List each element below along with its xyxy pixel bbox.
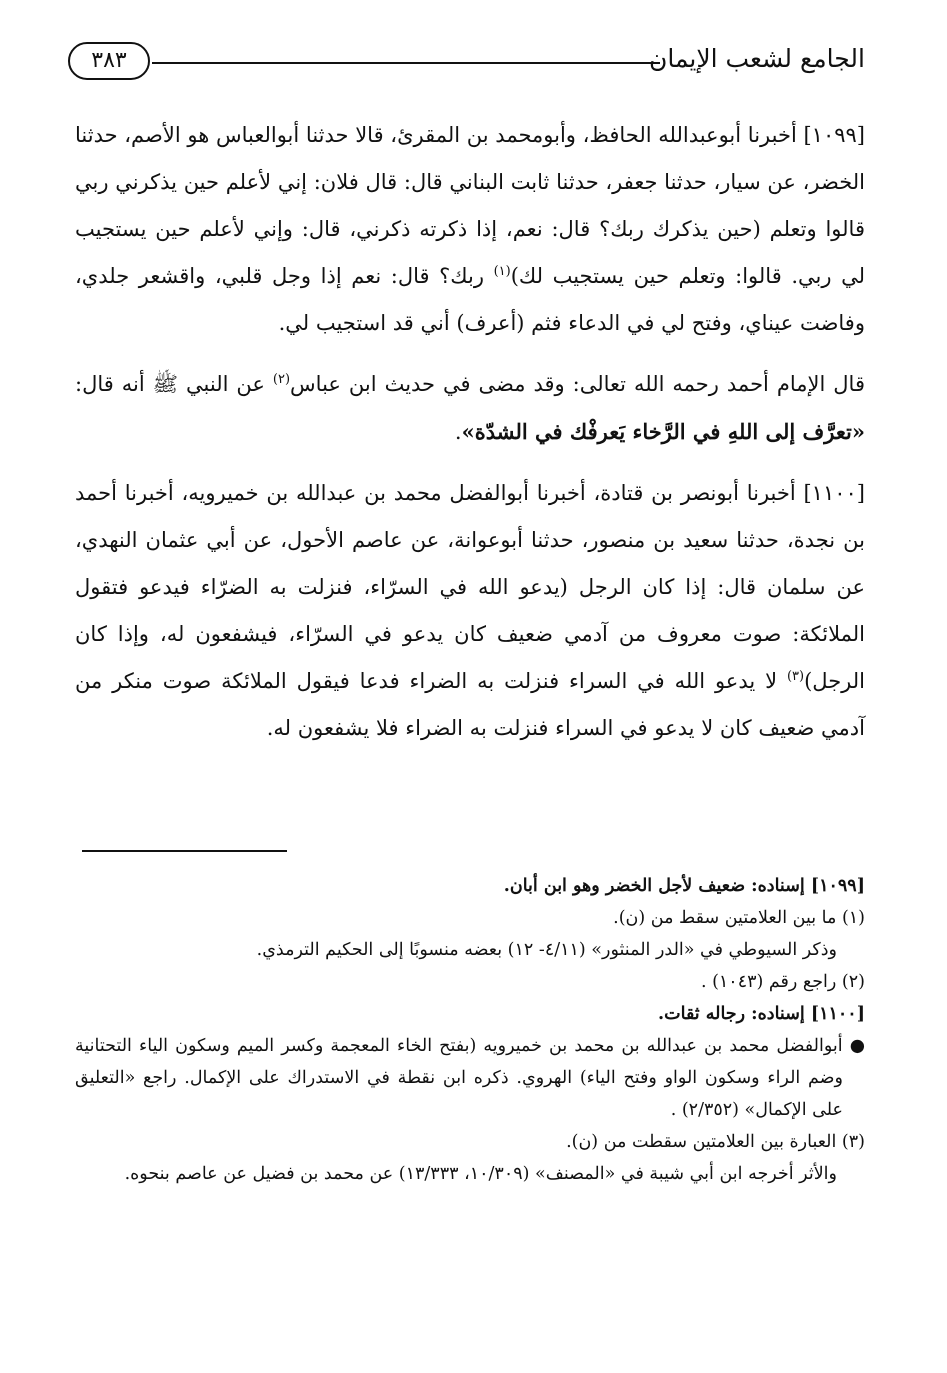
narration-1100-continuation: لا يدعو الله في السراء فنزلت به الضراء فدعا فيقول الملائكة صوت منكر من آدمي ضعيف كان لا يدعو في السراء فنزلت به الضراء فلا يشفعون له. [75,669,865,740]
footnote-3: (٣) العبارة بين العلامتين سقطت من (ن). [566,1132,865,1152]
footnote-ref-2: (٢) [272,372,291,387]
footnote-ref-1: (١) [493,264,511,279]
hadith-quote: «تعرَّف إلى اللهِ في الرَّخاء يَعرفْك في الشدّة» [461,419,865,444]
page-header [68,40,865,84]
footnote-3-continuation: والأثر أخرجه ابن أبي شيبة في «المصنف» (١٠/٣٠٩، ١٣/٣٣٣) عن محمد بن فضيل عن عاصم بنحوه. [124,1164,837,1184]
narration-1099 [75,112,865,347]
narration-1100-text: [١١٠٠] أخبرنا أبونصر بن قتادة، أخبرنا أبوالفضل محمد بن عبدالله بن خميرويه، أخبرنا أحمد بن نجدة، حدثنا سعيد بن منصور، حدثنا أبوعوانة، عن عاصم الأحول، عن أبي عثمان النهدي، عن سلمان قال: إذا كان الرجل (يدعو الله في السرّاء، فنزلت به الضرّاء فيدعو فتقول الملائكة: صوت معروف من آدمي ضعيف كان يدعو في السرّاء، فيشفعون له، وإذا كان الرجل) [75,481,865,693]
imam-comment [75,361,865,456]
header-rule [152,62,660,64]
footnotes [75,870,865,1190]
imam-comment-text: قال الإمام أحمد رحمه الله تعالى: وقد مضى في حديث ابن عباس [290,372,865,396]
footnote-1-continuation: وذكر السيوطي في «الدر المنثور» (٤/١١- ١٢) بعضه منسوبًا إلى الحكيم الترمذي. [256,940,837,960]
narration-1099-text: [١٠٩٩] أخبرنا أبوعبدالله الحافظ، وأبومحمد بن المقرئ، قالا حدثنا أبوالعباس هو الأصم، حدثنا الخضر، عن سيار، حدثنا جعفر، حدثنا ثابت البناني قال: قال فلان: إني لأعلم حين يذكرني ربي قالوا وتعلم (حين يذكرك ربك؟ قال: نعم، إذا ذكرته ذكرني، قال: وإني لأعلم حين يستجيب لي ربي. قالوا: وتعلم حين يستجيب لك) [75,123,865,288]
page-number-badge: ٣٨٣ [68,42,150,80]
footnote-separator [82,850,287,852]
footnote-1: (١) ما بين العلامتين سقط من (ن). [613,908,865,928]
narration-1100 [75,470,865,752]
main-text [75,112,865,752]
footnote-1099-heading: [١٠٩٩] إسناده: ضعيف لأجل الخضر وهو ابن أبان. [503,876,865,896]
imam-comment-end: . [454,420,462,444]
running-title: الجامع لشعب الإيمان [648,44,865,73]
footnote-1100-heading: [١١٠٠] إسناده: رجاله ثقات. [658,1004,865,1024]
footnote-ref-3: (٣) [786,669,805,684]
narration-1099-continuation: ربك؟ قال: نعم إذا وجل قلبي، واقشعر جلدي، وفاضت عيناي، وفتح لي في الدعاء فثم (أعرف) أني قد استجيب لي. [75,264,865,335]
imam-comment-continuation: عن النبي ﷺ أنه قال: [75,372,273,396]
footnote-1100-bullet: ● أبوالفضل محمد بن عبدالله بن محمد بن خميرويه (بفتح الخاء المعجمة وكسر الميم وسكون الياء التحتانية وضم الراء وسكون الواو وفتح الياء) الهروي. ذكره ابن نقطة في الاستدراك على الإكمال. راجع «التعليق على الإكمال» (٢/٣٥٢) . [75,1036,865,1120]
footnote-2: (٢) راجع رقم (١٠٤٣) . [700,972,865,992]
